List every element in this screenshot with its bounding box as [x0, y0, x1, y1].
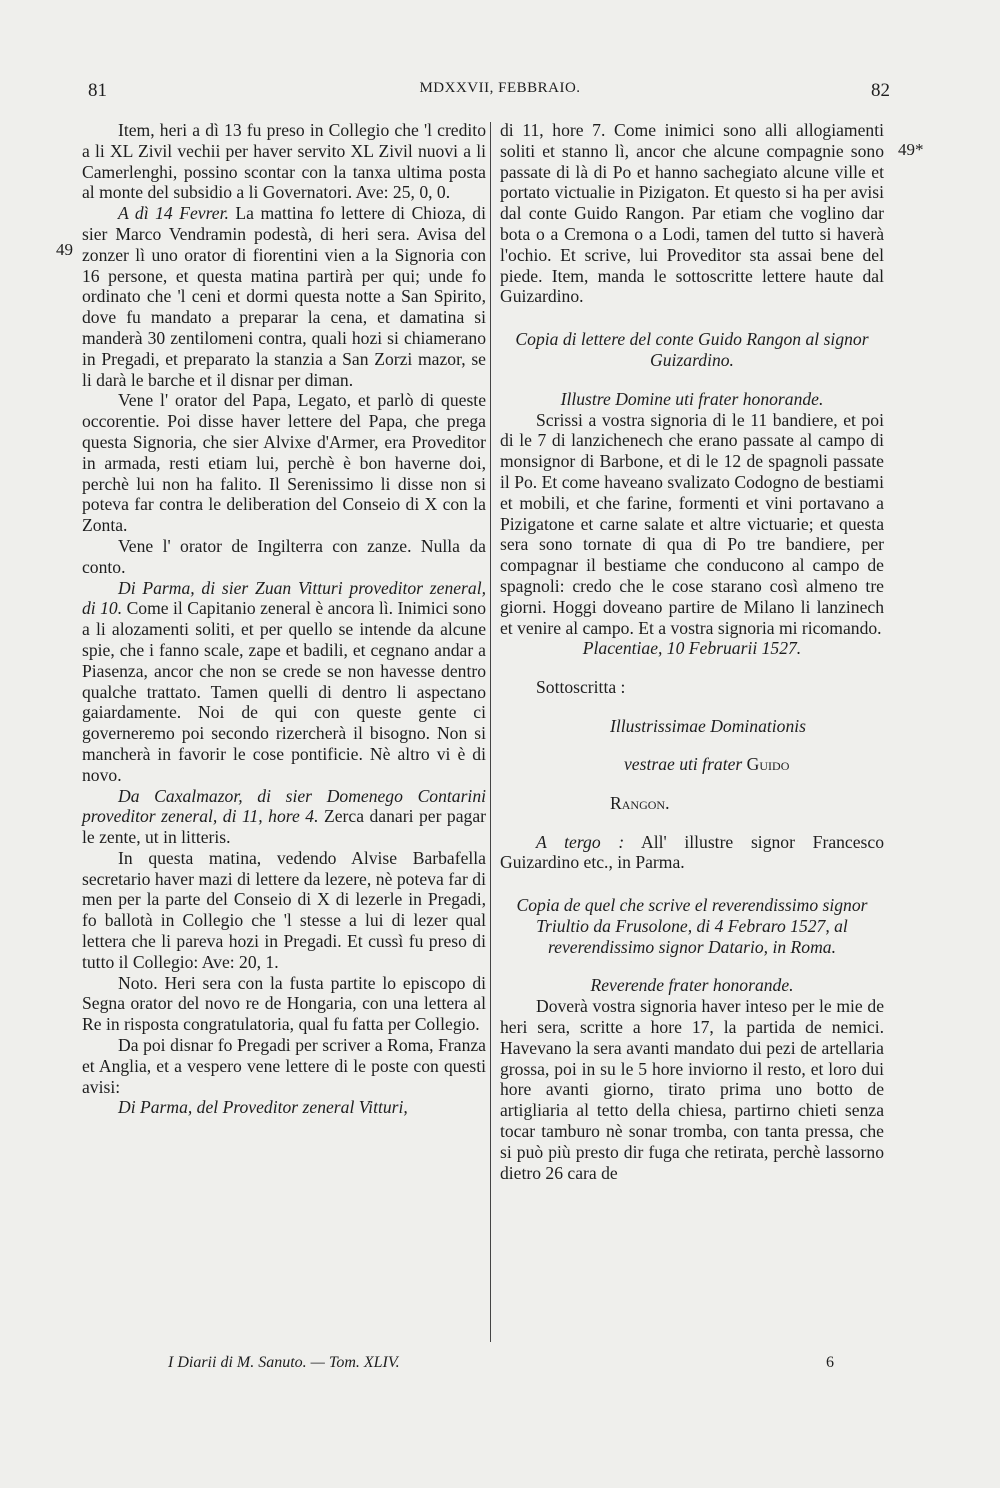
salutation-text: Reverende frater honorande. — [590, 975, 794, 996]
paragraph-lead: A dì 14 Fevrer. — [118, 203, 229, 224]
paragraph: Doverà vostra signoria haver inteso per le mie de heri sera, scritte a hore 17, la partida de nemici. Havevano la sera avanti mandato dui pezi de artellaria grossa, poi in su le 5 hore inviorno il resto, et loro dui hore avanti giorno, tirato prima uno botto de artigliaria al tetto della chiesa, partirno chieti senza tocar tamburo nè sonar tromba, con tanta pressa, che si può più presto dir fuga che retirata, perchè lassorno dietro 26 cara de — [500, 996, 884, 1183]
salutation-text: Illustre Domine uti frater honorande. — [560, 388, 824, 409]
margin-note-right: 49* — [898, 140, 924, 159]
margin-note-left: 49 — [56, 240, 73, 259]
paragraph — [82, 203, 486, 390]
signature-name: Guido — [746, 754, 790, 775]
paragraph-lead: A tergo : — [536, 831, 625, 852]
paragraph — [82, 786, 486, 848]
sottoscritta-label: Sottoscritta : — [536, 677, 626, 698]
signature-line — [500, 793, 884, 814]
letter-heading — [500, 329, 884, 371]
signature-line — [500, 716, 884, 737]
letter-date — [500, 638, 884, 659]
signature-line-text: vestrae uti frater — [624, 754, 743, 775]
letter-date-text: Placentiae, 10 Februarii 1527. — [582, 638, 802, 659]
paragraph-body: La mattina fo lettere di Chioza, di sier Marco Vendramin podestà, di heri sera. Avisa del zonzer lì uno orator di fiorentini vien a la Signoria con 16 persone, et questa matina partirà per qui; unde fo ordinato che 'l ceni et dormi questa notte a San Spirito, dove fu mandato a preparar la cena, et damatina si manderà 30 zentilomeni contra, quali hozi si chiamerano in Pregadi, et preparato la stanzia a San Zorzi mazor, se li darà le barche et il disnar per diman. — [82, 203, 486, 390]
paragraph — [500, 832, 884, 874]
column-rule — [490, 122, 491, 1342]
paragraph: Vene l' orator del Papa, Legato, et parlò di queste occorentie. Poi disse haver lettere del Papa, che prega questa Signoria, che sier Alvixe d'Armer, era Proveditor in armada, resti etiam lui, perchè è bon haverne doi, perchè lui non ha falito. Il Serenissimo li disse non si poteva far contra le deliberation del Conseio di X con la Zonta. — [82, 390, 486, 536]
signature-line — [500, 754, 884, 775]
paragraph — [82, 1097, 486, 1118]
letter-heading-text: Copia di lettere del conte Guido Rangon al signor Guizardino. — [515, 329, 869, 370]
right-column — [500, 120, 884, 1183]
page-number-right: 82 — [871, 80, 890, 101]
footer-sheet-number: 6 — [826, 1354, 834, 1371]
letter-heading — [500, 895, 884, 957]
paragraph-body: All' illustre signor Francesco Guizardino etc., in Parma. — [500, 831, 884, 873]
paragraph: Da poi disnar fo Pregadi per scriver a Roma, Franza et Anglia, et a vespero vene lettere di le poste con questi avisi: — [82, 1035, 486, 1097]
page-number-left: 81 — [88, 80, 107, 101]
paragraph-lead: Di Parma, del Proveditor zeneral Vitturi, — [118, 1097, 408, 1118]
paragraph-body: Come il Capitanio zeneral è ancora lì. Inimici sono a li alozamenti soliti, et per quello se intende da alcune spie, che i fanno scale, zape et badili, et cegnano andar a Piasenza, ancor che non se crede se non havesse dentro qualche trattato. Tamen quelli di dentro li aspectano gaiardamente. Noi de qui con queste gente ci governeremo poi secondo rizercherà il bisogno. Non si mancherà in favorir le cose pontificie. Nè altro vi è di novo. — [82, 598, 486, 785]
paragraph: Item, heri a dì 13 fu preso in Collegio che 'l credito a li XL Zivil vechii per haver servito XL Zivil nuovi a li Camerlenghi, possino scontar con la tanxa ultima posta al monte del subsidio a li Governatori. Ave: 25, 0, 0. — [82, 120, 486, 203]
paragraph — [82, 578, 486, 786]
letter-heading-text: Copia de quel che scrive el reverendissimo signor Triultio da Frusolone, di 4 Febraro 1527, al reverendissimo signor Datario, in Roma. — [516, 895, 868, 957]
paragraph: Noto. Heri sera con la fusta partite lo episcopo di Segna orator del novo re de Hongaria, con una lettera al Re in risposta congratulatoria, qual fu fatta per Collegio. — [82, 972, 486, 1035]
signature-line-text: Illustrissimae Dominationis — [610, 715, 806, 736]
paragraph: Vene l' orator de Ingilterra con zanze. Nulla da conto. — [82, 535, 486, 577]
paragraph: Scrissi a vostra signoria di le 11 bandiere, et poi di le 7 di lanzichenech che erano passate al campo di monsignor di Barbone, et di le 12 de spagnoli passate il Po. Et come haveano svalizato Codogno de bestiami et mobili, et che farine, formenti et vini portavano a Pizigatone et carne salate et altre victuarie; et questa sera sono tornate di qua di Po tre bandiere, per compagnar il bestiame che conducono al campo de spagnoli: credo che le cose starano così almeno tre giorni. Hoggi doveano partire de Milano li lanzinech et venire al campo. Et a vostra signoria mi ricomando. — [500, 409, 884, 638]
paragraph-body: Zerca danari per pagar le zente, ut in litteris. — [82, 806, 487, 848]
running-title: MDXXVII, FEBBRAIO. — [419, 80, 581, 96]
signature-name: Rangon. — [610, 792, 670, 813]
paragraph-lead: Di Parma, di sier Zuan Vitturi proveditor zeneral, di 10. — [82, 577, 486, 619]
footer-signature-text: I Diarii di M. Sanuto. — Tom. XLIV. — [168, 1354, 400, 1371]
salutation — [500, 975, 884, 996]
paragraph-lead: Da Caxalmazor, di sier Domenego Contarini proveditor zeneral, di 11, hore 4. — [82, 785, 486, 827]
footer-signature — [168, 1354, 400, 1372]
paragraph: In questa matina, vedendo Alvise Barbafella secretario haver mazi di lettere da lezere, nè poteva far di men per la parte del Conseio di X di lezerle in Pregadi, fo ballotà in Collegio che 'l stesse a lui di lezer qual lettera che li pareva hozi in Pregadi. Et cussì fu preso di tutto il Collegio: Ave: 20, 1. — [82, 847, 486, 972]
left-column — [82, 120, 486, 1118]
paragraph: di 11, hore 7. Come inimici sono alli allogiamenti soliti et stanno lì, ancor che alcune compagnie sono passate di là di Po et hanno sachegiato alcune ville et portato victualie in Pizigaton. Et questo si ha per avisi dal conte Guido Rangon. Par etiam che voglino dar bota o a Cremona o a Lodi, tamen del tutto si haverà l'ochio. Et scrive, lui Proveditor sta assai bene del piede. Item, manda le sottoscritte lettere haute dal Guizardino. — [500, 120, 884, 307]
salutation — [500, 389, 884, 410]
